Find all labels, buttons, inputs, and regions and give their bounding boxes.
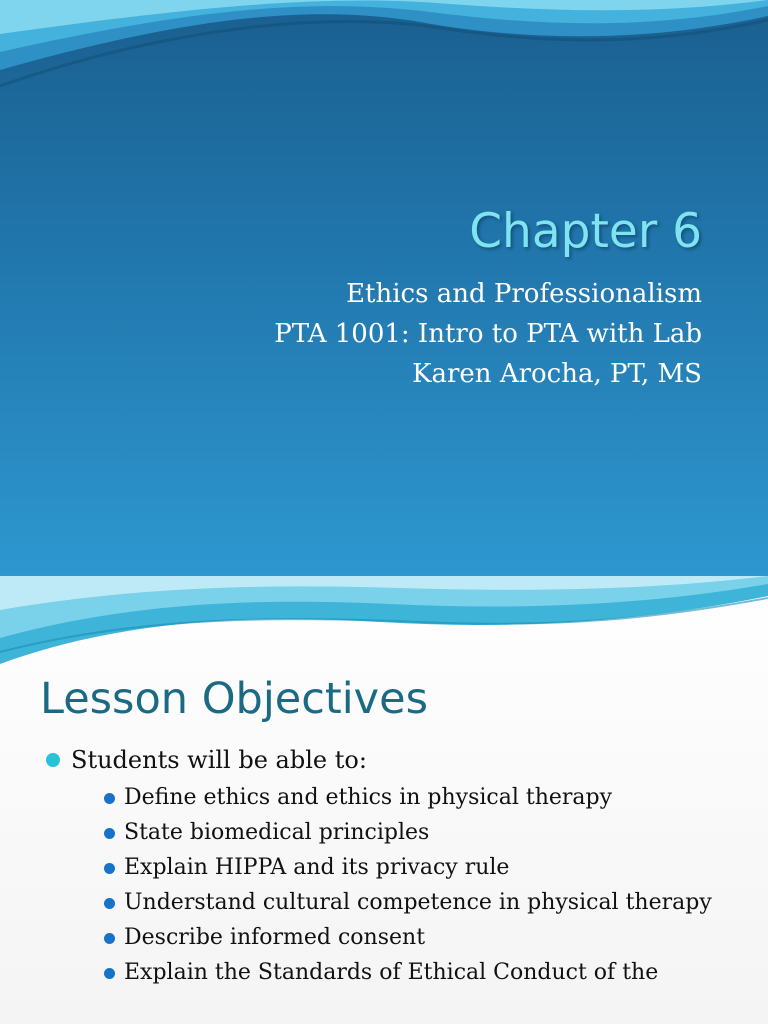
bullet-text: Students will be able to:: [71, 746, 367, 774]
objective-text: Explain the Standards of Ethical Conduct of the: [124, 960, 659, 985]
objective-item: [71, 818, 736, 848]
content-slide: [0, 576, 768, 1024]
bullet-dot-icon: [104, 828, 115, 839]
header-wave-decoration: [0, 576, 768, 668]
objectives-sublist: [71, 783, 736, 988]
subtitle-course-name: PTA 1001: Intro to PTA with Lab: [274, 319, 702, 349]
objective-item: [71, 783, 736, 813]
objective-text: Describe informed consent: [124, 925, 426, 950]
header-wave-decoration: [0, 0, 768, 110]
objective-item: [71, 958, 736, 988]
slide-heading: Lesson Objectives: [40, 674, 428, 724]
objective-item: [71, 923, 736, 953]
objective-text: Define ethics and ethics in physical therapy: [124, 785, 613, 810]
objective-text: Understand cultural competence in physical therapy: [124, 890, 712, 915]
slide-title: Chapter 6: [469, 204, 702, 259]
bullet-dot-icon: [104, 933, 115, 944]
objectives-list: [46, 742, 736, 988]
bullet-dot-icon: [104, 863, 115, 874]
objective-item: [71, 888, 736, 918]
bullet-dot-icon: [104, 968, 115, 979]
subtitle-block: [274, 274, 702, 394]
bullet-dot-icon: [46, 753, 60, 767]
objective-text: State biomedical principles: [124, 820, 430, 845]
objective-item: [71, 853, 736, 883]
bullet-dot-icon: [104, 793, 115, 804]
bullet-dot-icon: [104, 898, 115, 909]
subtitle-instructor: Karen Arocha, PT, MS: [412, 359, 702, 389]
objective-text: Explain HIPPA and its privacy rule: [124, 855, 510, 880]
bullet-level1: [46, 742, 736, 988]
subtitle-course-topic: Ethics and Professionalism: [346, 279, 702, 309]
